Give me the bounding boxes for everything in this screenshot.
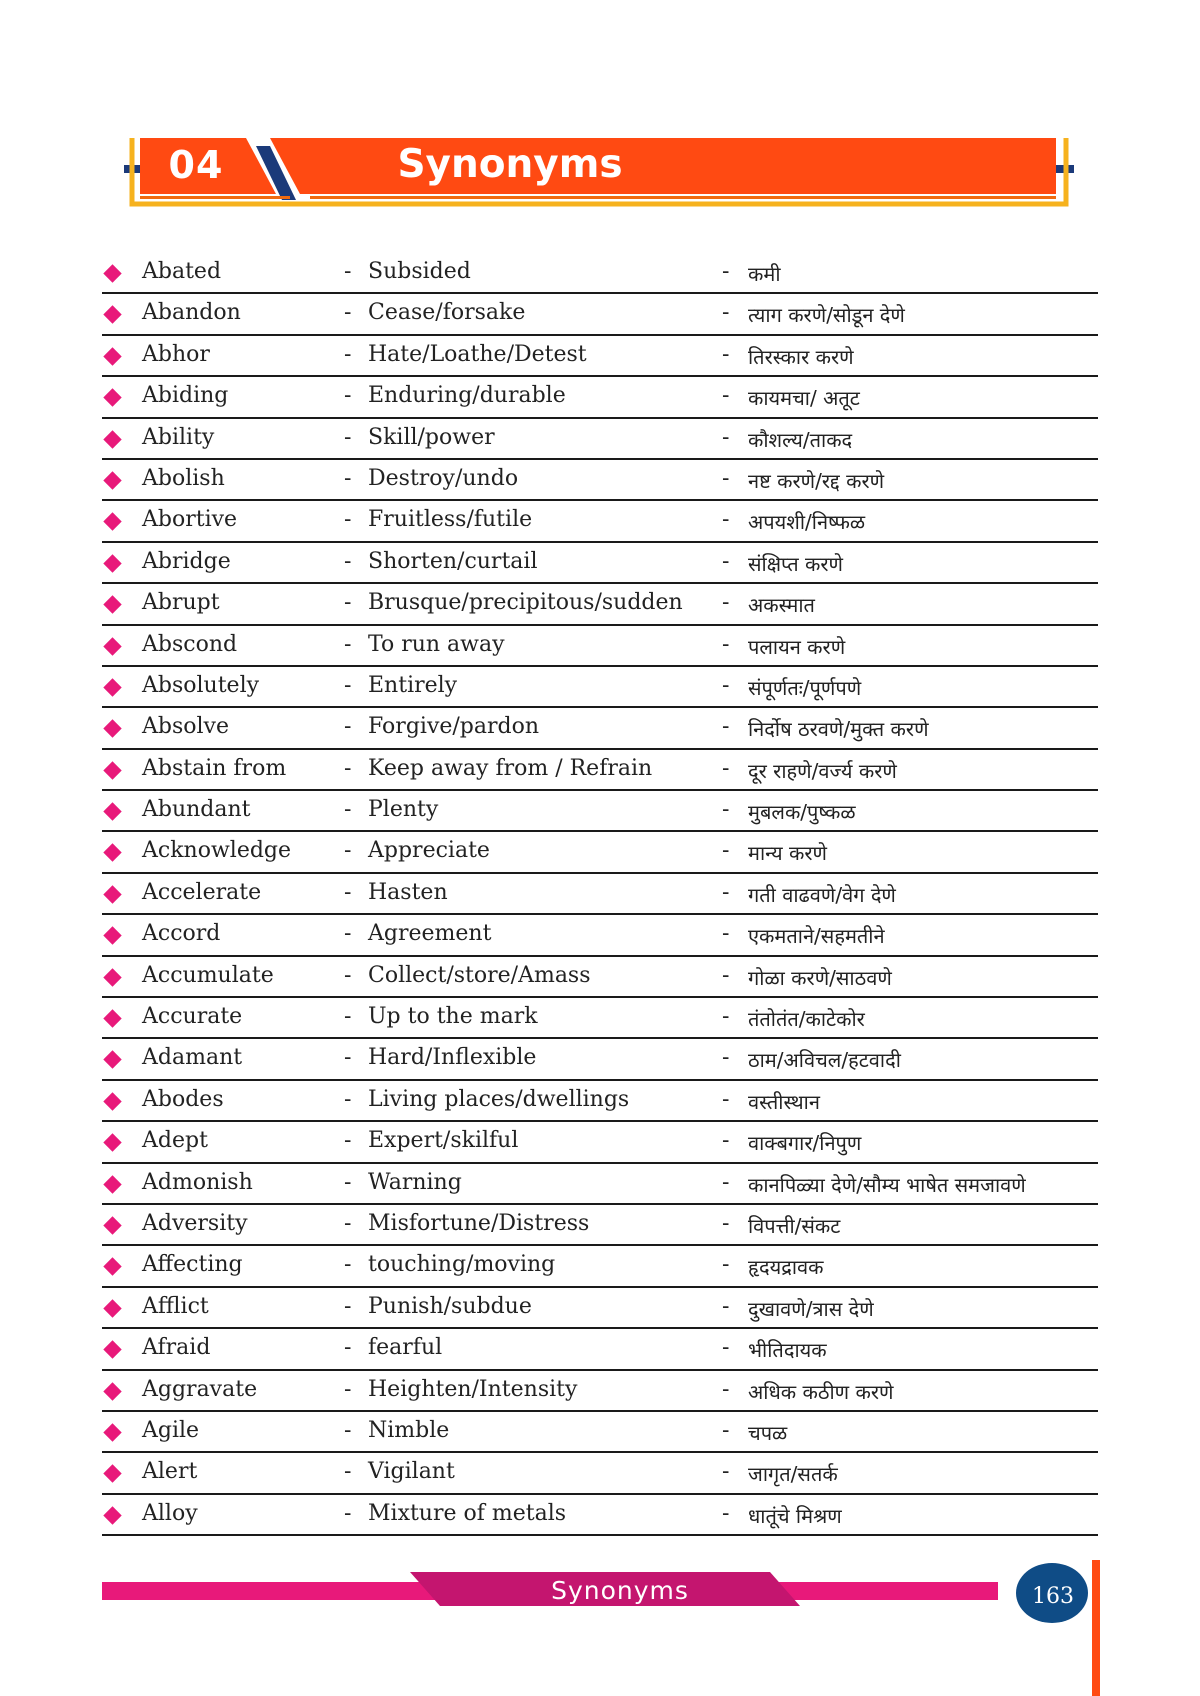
word: Accord <box>142 921 221 947</box>
diamond-bullet-icon <box>103 554 121 572</box>
separator-dash: - <box>344 548 352 574</box>
separator-dash: - <box>344 714 352 740</box>
word: Abortive <box>142 507 238 533</box>
diamond-bullet-icon <box>103 1009 121 1027</box>
marathi-meaning: ठाम/अविचल/हटवादी <box>748 1048 901 1073</box>
synonym: Living places/dwellings <box>368 1086 630 1112</box>
separator-dash: - <box>722 879 730 905</box>
separator-dash: - <box>344 300 352 326</box>
banner-underline-left <box>140 196 290 199</box>
synonym: Agreement <box>368 921 492 947</box>
synonym: Hard/Inflexible <box>368 1045 537 1071</box>
separator-dash: - <box>344 838 352 864</box>
diamond-bullet-icon <box>103 1134 121 1152</box>
diamond-bullet-icon <box>103 720 121 738</box>
word: Afraid <box>142 1335 211 1361</box>
separator-dash: - <box>722 714 730 740</box>
chapter-title: Synonyms <box>397 142 623 187</box>
separator-dash: - <box>344 341 352 367</box>
footer-title: Synonyms <box>551 1576 689 1605</box>
word: Abodes <box>142 1086 224 1112</box>
diamond-bullet-icon <box>103 388 121 406</box>
marathi-meaning: कायमचा/ अतूट <box>748 386 860 411</box>
synonym: To run away <box>368 631 505 657</box>
separator-dash: - <box>344 1417 352 1443</box>
word: Alert <box>142 1459 198 1485</box>
word: Abhor <box>142 341 210 367</box>
separator-dash: - <box>722 1293 730 1319</box>
marathi-meaning: संपूर्णतः/पूर्णपणे <box>748 675 862 700</box>
marathi-meaning: कमी <box>748 262 781 286</box>
separator-dash: - <box>344 1169 352 1195</box>
marathi-meaning: दूर राहणे/वर्ज्य करणे <box>748 758 897 783</box>
list-item <box>102 294 1098 335</box>
separator-dash: - <box>722 1335 730 1361</box>
list-item <box>102 336 1098 377</box>
synonym: Hasten <box>368 879 448 905</box>
separator-dash: - <box>722 921 730 947</box>
word: Ability <box>142 424 215 450</box>
synonym: Misfortune/Distress <box>368 1210 590 1236</box>
list-item <box>102 543 1098 584</box>
diamond-bullet-icon <box>103 1506 121 1524</box>
word: Abridge <box>142 548 231 574</box>
marathi-meaning: गोळा करणे/साठवणे <box>748 965 892 990</box>
separator-dash: - <box>344 921 352 947</box>
separator-dash: - <box>722 507 730 533</box>
list-item <box>102 915 1098 956</box>
separator-dash: - <box>722 631 730 657</box>
separator-dash: - <box>344 1376 352 1402</box>
synonym-list <box>102 253 1098 1536</box>
separator-dash: - <box>344 507 352 533</box>
synonym: Enduring/durable <box>368 383 566 409</box>
word: Abiding <box>142 383 229 409</box>
marathi-meaning: त्याग करणे/सोडून देणे <box>748 303 905 328</box>
separator-dash: - <box>344 1004 352 1030</box>
separator-dash: - <box>344 424 352 450</box>
list-item <box>102 626 1098 667</box>
marathi-meaning: चपळ <box>748 1420 788 1445</box>
marathi-meaning: तंतोतंत/काटेकोर <box>748 1007 865 1032</box>
list-item <box>102 1039 1098 1080</box>
synonym: Cease/forsake <box>368 300 526 326</box>
diamond-bullet-icon <box>103 1051 121 1069</box>
word: Abrupt <box>142 590 220 616</box>
word: Admonish <box>142 1169 253 1195</box>
synonym: Punish/subdue <box>368 1293 532 1319</box>
synonym: Heighten/Intensity <box>368 1376 578 1402</box>
separator-dash: - <box>722 300 730 326</box>
diamond-bullet-icon <box>103 1382 121 1400</box>
list-item <box>102 1453 1098 1494</box>
banner-underline-right <box>310 196 1056 199</box>
marathi-meaning: भीतिदायक <box>748 1338 827 1363</box>
separator-dash: - <box>344 1459 352 1485</box>
separator-dash: - <box>344 465 352 491</box>
marathi-meaning: अधिक कठीण करणे <box>748 1379 894 1404</box>
word: Adept <box>142 1128 208 1154</box>
list-item <box>102 1122 1098 1163</box>
separator-dash: - <box>722 1004 730 1030</box>
separator-dash: - <box>722 341 730 367</box>
separator-dash: - <box>344 1045 352 1071</box>
synonym: Nimble <box>368 1417 450 1443</box>
diamond-bullet-icon <box>103 1299 121 1317</box>
diamond-bullet-icon <box>103 885 121 903</box>
synonym: Forgive/pardon <box>368 714 540 740</box>
word: Accumulate <box>142 962 274 988</box>
word: Affecting <box>142 1252 243 1278</box>
diamond-bullet-icon <box>103 844 121 862</box>
marathi-meaning: मान्य करणे <box>748 841 827 866</box>
marathi-meaning: नष्ट करणे/रद्द करणे <box>748 468 885 493</box>
marathi-meaning: वस्तीस्थान <box>748 1089 820 1114</box>
synonym: Appreciate <box>368 838 490 864</box>
separator-dash: - <box>722 1417 730 1443</box>
separator-dash: - <box>722 1169 730 1195</box>
diamond-bullet-icon <box>103 1258 121 1276</box>
marathi-meaning: अपयशी/निष्फळ <box>748 510 866 535</box>
diamond-bullet-icon <box>103 1465 121 1483</box>
separator-dash: - <box>722 548 730 574</box>
marathi-meaning: जागृत/सतर्क <box>748 1462 838 1487</box>
separator-dash: - <box>722 1045 730 1071</box>
separator-dash: - <box>722 797 730 823</box>
marathi-meaning: तिरस्कार करणे <box>748 344 854 369</box>
marathi-meaning: मुबलक/पुष्कळ <box>748 800 856 825</box>
separator-dash: - <box>344 1128 352 1154</box>
word: Abscond <box>142 631 238 657</box>
word: Abandon <box>142 300 241 326</box>
diamond-bullet-icon <box>103 1092 121 1110</box>
word: Absolve <box>142 714 229 740</box>
separator-dash: - <box>344 1086 352 1112</box>
list-item <box>102 874 1098 915</box>
synonym: Subsided <box>368 259 471 284</box>
separator-dash: - <box>344 1335 352 1361</box>
synonym: Vigilant <box>368 1459 455 1485</box>
list-item <box>102 1412 1098 1453</box>
diamond-bullet-icon <box>103 430 121 448</box>
list-item <box>102 460 1098 501</box>
separator-dash: - <box>344 1293 352 1319</box>
list-item <box>102 1081 1098 1122</box>
separator-dash: - <box>722 1459 730 1485</box>
separator-dash: - <box>722 962 730 988</box>
diamond-bullet-icon <box>103 968 121 986</box>
chapter-number: 04 <box>168 143 224 187</box>
word: Agile <box>142 1417 200 1443</box>
word: Abated <box>142 259 222 284</box>
separator-dash: - <box>722 1128 730 1154</box>
separator-dash: - <box>722 672 730 698</box>
marathi-meaning: धातूंचे मिश्रण <box>748 1503 842 1528</box>
diamond-bullet-icon <box>103 802 121 820</box>
synonym: Collect/store/Amass <box>368 962 591 988</box>
separator-dash: - <box>722 590 730 616</box>
list-item <box>102 750 1098 791</box>
separator-dash: - <box>722 465 730 491</box>
list-item <box>102 1205 1098 1246</box>
list-item <box>102 1329 1098 1370</box>
diamond-bullet-icon <box>103 595 121 613</box>
synonym: Up to the mark <box>368 1004 538 1030</box>
separator-dash: - <box>722 1252 730 1278</box>
word: Afflict <box>142 1293 209 1319</box>
separator-dash: - <box>344 1500 352 1526</box>
list-item <box>102 667 1098 708</box>
list-item <box>102 1371 1098 1412</box>
separator-dash: - <box>344 259 352 284</box>
synonym: touching/moving <box>368 1252 556 1278</box>
diamond-bullet-icon <box>103 1423 121 1441</box>
separator-dash: - <box>344 879 352 905</box>
synonym: Entirely <box>368 672 458 698</box>
synonym: Hate/Loathe/Detest <box>368 341 587 367</box>
word: Accelerate <box>142 879 262 905</box>
list-item <box>102 419 1098 460</box>
synonym: Mixture of metals <box>368 1500 567 1526</box>
separator-dash: - <box>344 1210 352 1236</box>
word: Accurate <box>142 1004 243 1030</box>
list-item <box>102 791 1098 832</box>
footer-orange-bar <box>1092 1560 1100 1696</box>
separator-dash: - <box>344 672 352 698</box>
marathi-meaning: कौशल्य/ताकद <box>748 427 853 452</box>
marathi-meaning: दुखावणे/त्रास देणे <box>748 1296 874 1321</box>
diamond-bullet-icon <box>103 1175 121 1193</box>
synonym: Brusque/precipitous/sudden <box>368 590 683 616</box>
diamond-bullet-icon <box>103 761 121 779</box>
marathi-meaning: कानपिळ्या देणे/सौम्य भाषेत समजावणे <box>748 1172 1026 1197</box>
word: Adamant <box>142 1045 243 1071</box>
word: Abolish <box>142 465 225 491</box>
list-item <box>102 1246 1098 1287</box>
list-item <box>102 832 1098 873</box>
diamond-bullet-icon <box>103 678 121 696</box>
marathi-meaning: गती वाढवणे/वेग देणे <box>748 882 896 907</box>
synonym: Expert/skilful <box>368 1128 519 1154</box>
list-item <box>102 584 1098 625</box>
separator-dash: - <box>722 424 730 450</box>
separator-dash: - <box>344 1252 352 1278</box>
list-item <box>102 377 1098 418</box>
word: Absolutely <box>142 672 260 698</box>
marathi-meaning: वाक्बगार/निपुण <box>748 1131 862 1156</box>
diamond-bullet-icon <box>103 347 121 365</box>
list-item <box>102 1288 1098 1329</box>
list-item <box>102 708 1098 749</box>
diamond-bullet-icon <box>103 637 121 655</box>
diamond-bullet-icon <box>103 927 121 945</box>
diamond-bullet-icon <box>103 471 121 489</box>
separator-dash: - <box>344 755 352 781</box>
list-item <box>102 1164 1098 1205</box>
separator-dash: - <box>722 259 730 284</box>
list-item <box>102 253 1098 294</box>
synonym: Warning <box>368 1169 462 1195</box>
separator-dash: - <box>722 1500 730 1526</box>
synonym: Shorten/curtail <box>368 548 538 574</box>
marathi-meaning: एकमताने/सहमतीने <box>748 924 885 949</box>
separator-dash: - <box>344 631 352 657</box>
word: Acknowledge <box>142 838 292 864</box>
separator-dash: - <box>344 962 352 988</box>
separator-dash: - <box>722 1376 730 1402</box>
synonym: Skill/power <box>368 424 495 450</box>
word: Abundant <box>142 797 251 823</box>
page-number: 163 <box>1032 1584 1074 1609</box>
chapter-banner <box>0 0 1200 230</box>
word: Aggravate <box>142 1376 258 1402</box>
separator-dash: - <box>722 838 730 864</box>
list-item <box>102 957 1098 998</box>
marathi-meaning: विपत्ती/संकट <box>748 1213 841 1238</box>
diamond-bullet-icon <box>103 306 121 324</box>
word: Alloy <box>142 1500 198 1526</box>
word: Abstain from <box>142 755 287 781</box>
separator-dash: - <box>344 797 352 823</box>
marathi-meaning: हृदयद्रावक <box>748 1255 824 1280</box>
separator-dash: - <box>722 383 730 409</box>
diamond-bullet-icon <box>103 264 121 282</box>
list-item <box>102 1495 1098 1536</box>
diamond-bullet-icon <box>103 513 121 531</box>
word: Adversity <box>142 1210 248 1236</box>
separator-dash: - <box>344 383 352 409</box>
separator-dash: - <box>344 590 352 616</box>
synonym: Plenty <box>368 797 439 823</box>
synonym: fearful <box>368 1335 443 1361</box>
synonym: Destroy/undo <box>368 465 519 491</box>
diamond-bullet-icon <box>103 1340 121 1358</box>
separator-dash: - <box>722 755 730 781</box>
marathi-meaning: पलायन करणे <box>748 634 846 659</box>
synonym: Fruitless/futile <box>368 507 533 533</box>
list-item <box>102 501 1098 542</box>
diamond-bullet-icon <box>103 1216 121 1234</box>
marathi-meaning: निर्दोष ठरवणे/मुक्त करणे <box>748 717 929 742</box>
separator-dash: - <box>722 1086 730 1112</box>
marathi-meaning: अकस्मात <box>748 593 815 618</box>
marathi-meaning: संक्षिप्त करणे <box>748 551 843 576</box>
synonym: Keep away from / Refrain <box>368 755 653 781</box>
list-item <box>102 998 1098 1039</box>
separator-dash: - <box>722 1210 730 1236</box>
